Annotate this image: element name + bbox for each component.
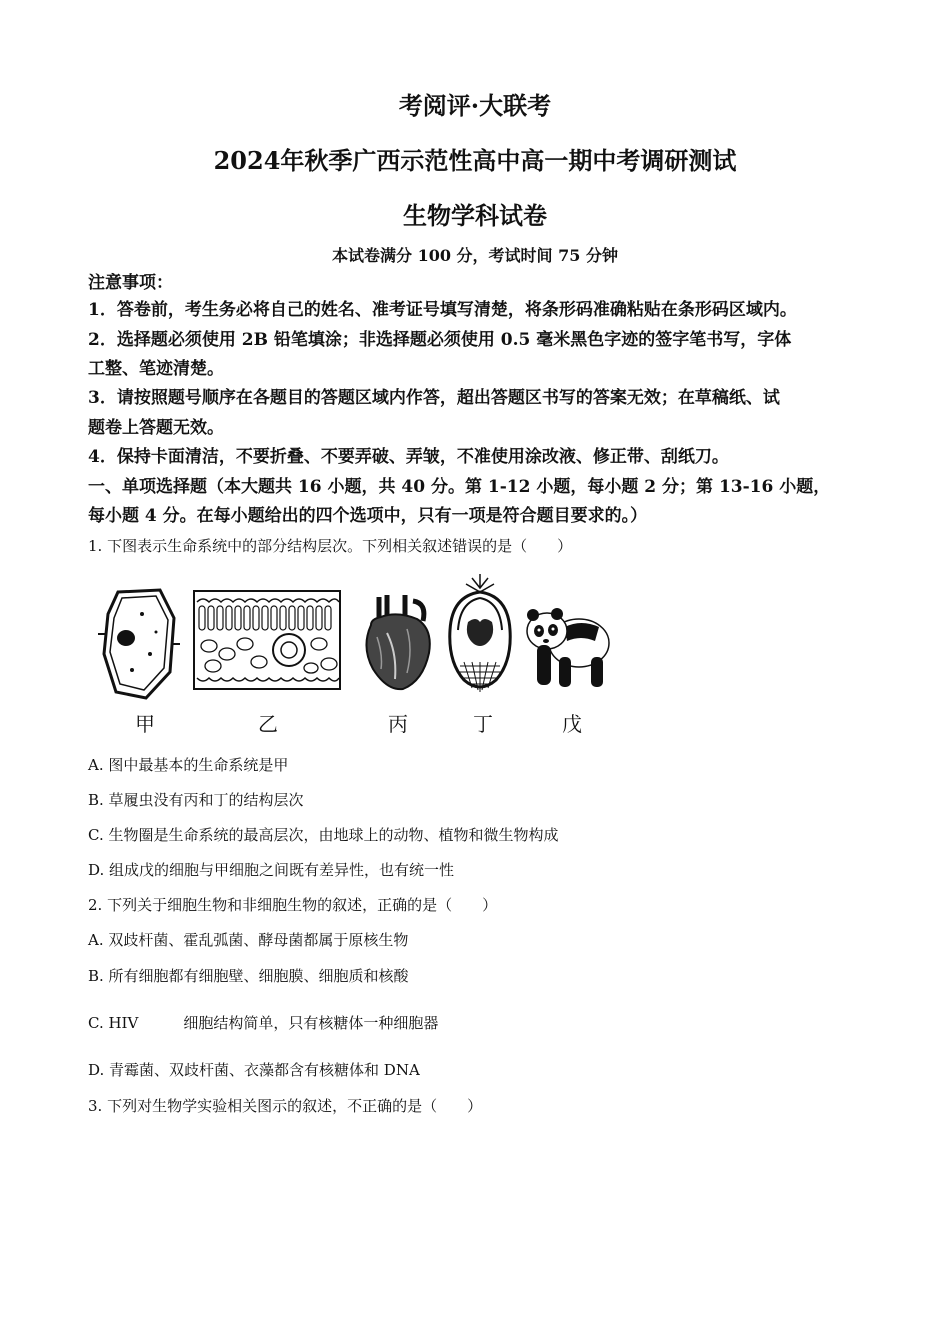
question-1-option-b: B. 草履虫没有丙和丁的结构层次 [88, 791, 304, 809]
question-2-option-d: D. 青霉菌、双歧杆菌、衣藻都含有核糖体和 DNA [88, 1061, 420, 1079]
panda-icon [525, 597, 611, 691]
question-2-option-b: B. 所有细胞都有细胞壁、细胞膜、细胞质和核酸 [88, 967, 409, 985]
exam-header-line2: 2024年秋季广西示范性高中高一期中考调研测试 [213, 146, 737, 175]
exam-title: 生物学科试卷 [403, 201, 547, 230]
figure-label-jia: 甲 [135, 712, 155, 736]
notice-item-2-cont: 工整、笔迹清楚。 [88, 359, 224, 379]
question-2-stem: 2. 下列关于细胞生物和非细胞生物的叙述，正确的是（ ） [88, 896, 498, 914]
question-1-option-d: D. 组成戊的细胞与甲细胞之间既有差异性，也有统一性 [88, 861, 455, 879]
notice-item-4: 4．保持卡面清洁，不要折叠、不要弄破、弄皱，不准使用涂改液、修正带、刮纸刀。 [88, 447, 729, 467]
leaf-tissue-icon [193, 590, 341, 690]
plant-cell-icon [98, 584, 180, 704]
figure-label-bing: 丙 [388, 712, 408, 736]
exam-header-line1: 考阅评·大联考 [398, 91, 552, 120]
question-1-option-c: C. 生物圈是生命系统的最高层次，由地球上的动物、植物和微生物构成 [88, 826, 559, 844]
figure-label-wu: 戊 [562, 712, 582, 736]
section-heading-line1: 一、单项选择题（本大题共 16 小题，共 40 分。第 1-12 小题，每小题 2 分；第 13-16 小题， [88, 477, 831, 497]
circulatory-system-icon [444, 570, 516, 700]
question-1-stem: 1. 下图表示生命系统中的部分结构层次。下列相关叙述错误的是（ ） [88, 537, 573, 555]
figure-label-yi: 乙 [258, 712, 278, 736]
section-heading-line2: 每小题 4 分。在每小题给出的四个选项中，只有一项是符合题目要求的。） [88, 506, 648, 526]
notice-item-3: 3．请按照题号顺序在各题目的答题区域内作答，超出答题区书写的答案无效；在草稿纸、试 [88, 388, 780, 408]
notice-item-1: 1．答卷前，考生务必将自己的姓名、准考证号填写清楚，将条形码准确粘贴在条形码区域内。 [88, 300, 797, 320]
heart-icon [357, 593, 437, 693]
question-2-option-c: C. HIV 细胞结构简单，只有核糖体一种细胞器 [88, 1014, 439, 1032]
notice-item-3-cont: 题卷上答题无效。 [88, 418, 224, 438]
question-1-option-a: A. 图中最基本的生命系统是甲 [88, 756, 289, 774]
notice-item-2: 2．选择题必须使用 2B 铅笔填涂；非选择题必须使用 0.5 毫米黑色字迹的签字笔书写，字体 [88, 330, 792, 350]
figure-label-ding: 丁 [473, 712, 493, 736]
question-2-option-a: A. 双歧杆菌、霍乱弧菌、酵母菌都属于原核生物 [88, 931, 409, 949]
question-3-stem: 3. 下列对生物学实验相关图示的叙述，不正确的是（ ） [88, 1097, 483, 1115]
exam-subtitle: 本试卷满分 100 分，考试时间 75 分钟 [332, 246, 618, 265]
notice-heading: 注意事项： [88, 273, 173, 293]
